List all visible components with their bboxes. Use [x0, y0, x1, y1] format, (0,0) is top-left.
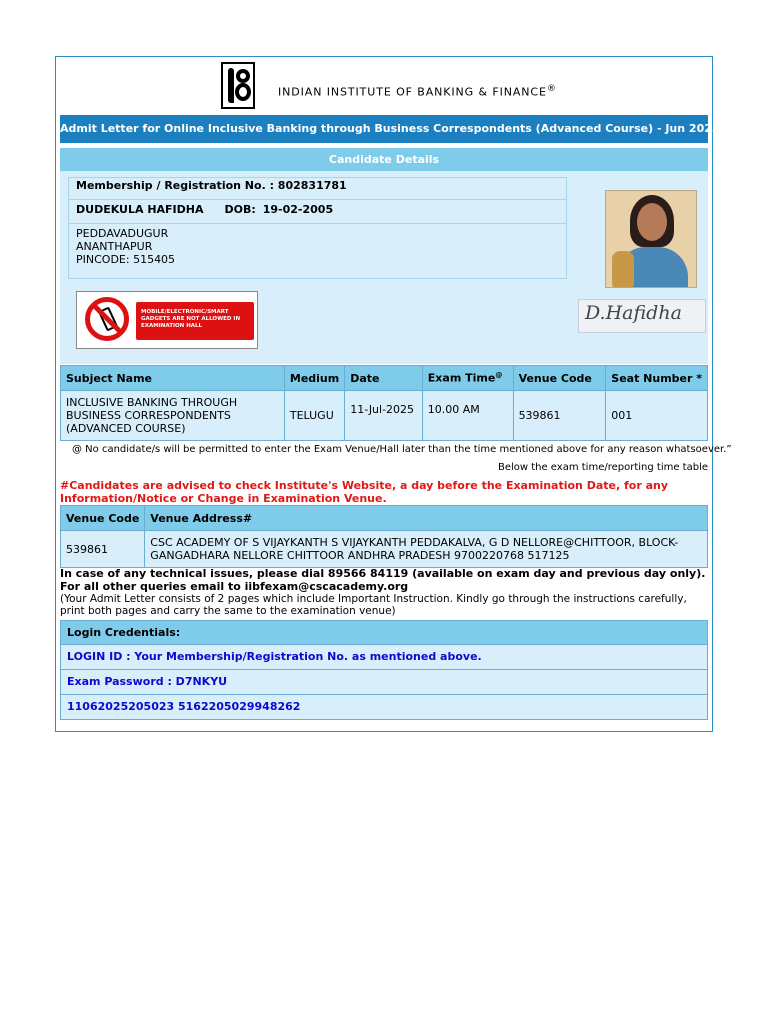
venue-code-value: 539861 — [61, 531, 145, 568]
venue-code-value: 539861 — [513, 391, 606, 441]
dob-value: 19-02-2005 — [262, 203, 334, 216]
table-header-row — [61, 366, 708, 391]
membership-number: Membership / Registration No. : 802831781 — [76, 179, 347, 192]
technical-support-note: In case of any technical issues, please dial 89566 84119 (available on exam day and previous day only). For all other queries email to iibfexam@cscacademy.org — [60, 567, 706, 593]
candidate-details-box — [68, 177, 567, 279]
candidate-name-dob — [76, 203, 333, 216]
subject-name: INCLUSIVE BANKING THROUGH BUSINESS CORRESPONDENTS (ADVANCED COURSE) — [61, 391, 285, 441]
dob-label: DOB: — [224, 203, 256, 216]
candidate-signature: D.Hafidha — [578, 299, 706, 333]
col-venue-address: Venue Address# — [145, 506, 708, 531]
admit-letter — [55, 56, 732, 732]
registered-mark: ® — [546, 84, 557, 94]
medium-value: TELUGU — [284, 391, 344, 441]
login-credentials-title: Login Credentials: — [60, 620, 708, 645]
candidate-photo — [605, 190, 697, 288]
no-mobile-icon — [85, 297, 129, 341]
reference-code: 11062025205023 5162205029948262 — [60, 695, 708, 720]
venue-address-value: CSC ACADEMY OF S VIJAYKANTH S VIJAYKANTH PEDDAKALVA, G D NELLORE@CHITTOOR, BLOCK- GANGADHARA NELLORE CHITTOOR ANDHRA PRADESH 9700220768 517125 — [145, 531, 708, 568]
website-check-notice: #Candidates are advised to check Institute's Website, a day before the Examination Date, for any Information/Notice or Change in Examination Venue. — [60, 479, 669, 505]
exam-password: Exam Password : D7NKYU — [60, 670, 708, 695]
reporting-time-note: Below the exam time/reporting time table — [497, 462, 708, 473]
table-header-row — [61, 506, 708, 531]
gadget-notice — [76, 291, 258, 349]
seat-number-value: 001 — [606, 391, 708, 441]
col-date: Date — [345, 366, 423, 391]
gadget-notice-label: MOBILE/ELECTRONIC/SMART GADGETS ARE NOT ALLOWED IN EXAMINATION HALL — [136, 302, 254, 340]
col-seat-number: Seat Number * — [606, 366, 708, 391]
col-medium: Medium — [284, 366, 344, 391]
address-line-1: PEDDAVADUGUR — [76, 227, 169, 240]
candidate-name: DUDEKULA HAFIDHA — [76, 203, 204, 216]
table-row — [61, 391, 708, 441]
exam-schedule-table — [60, 365, 708, 441]
venue-table — [60, 505, 708, 568]
col-subject: Subject Name — [61, 366, 285, 391]
admit-title: Admit Letter for Online Inclusive Banking through Business Correspondents (Advanced Course) - Jun 2025 — [60, 115, 708, 143]
col-venue-code: Venue Code — [61, 506, 145, 531]
pincode: PINCODE: 515405 — [76, 253, 176, 266]
iibf-logo-icon — [221, 62, 255, 109]
header-logo-row — [221, 62, 557, 110]
late-entry-note: @ No candidate/s will be permitted to enter the Exam Venue/Hall later than the time mentioned above for any reason whatsoever.” — [72, 444, 732, 455]
candidate-section-title: Candidate Details — [60, 148, 708, 171]
col-exam-time: Exam Time@ — [422, 366, 513, 391]
login-id: LOGIN ID : Your Membership/Registration No. as mentioned above. — [60, 645, 708, 670]
exam-time-value: 10.00 AM — [422, 391, 513, 441]
date-value: 11-Jul-2025 — [345, 391, 423, 441]
login-credentials — [60, 620, 708, 720]
address-line-2: ANANTHAPUR — [76, 240, 153, 253]
org-name: INDIAN INSTITUTE OF BANKING & FINANCE® — [278, 84, 557, 99]
table-row — [61, 531, 708, 568]
candidate-section — [60, 148, 708, 364]
admit-pages-note: (Your Admit Letter consists of 2 pages which include Important Instruction. Kindly go through the instructions carefully, print both pages and carry the same to the examination venue) — [60, 593, 687, 617]
col-venue-code: Venue Code — [513, 366, 606, 391]
